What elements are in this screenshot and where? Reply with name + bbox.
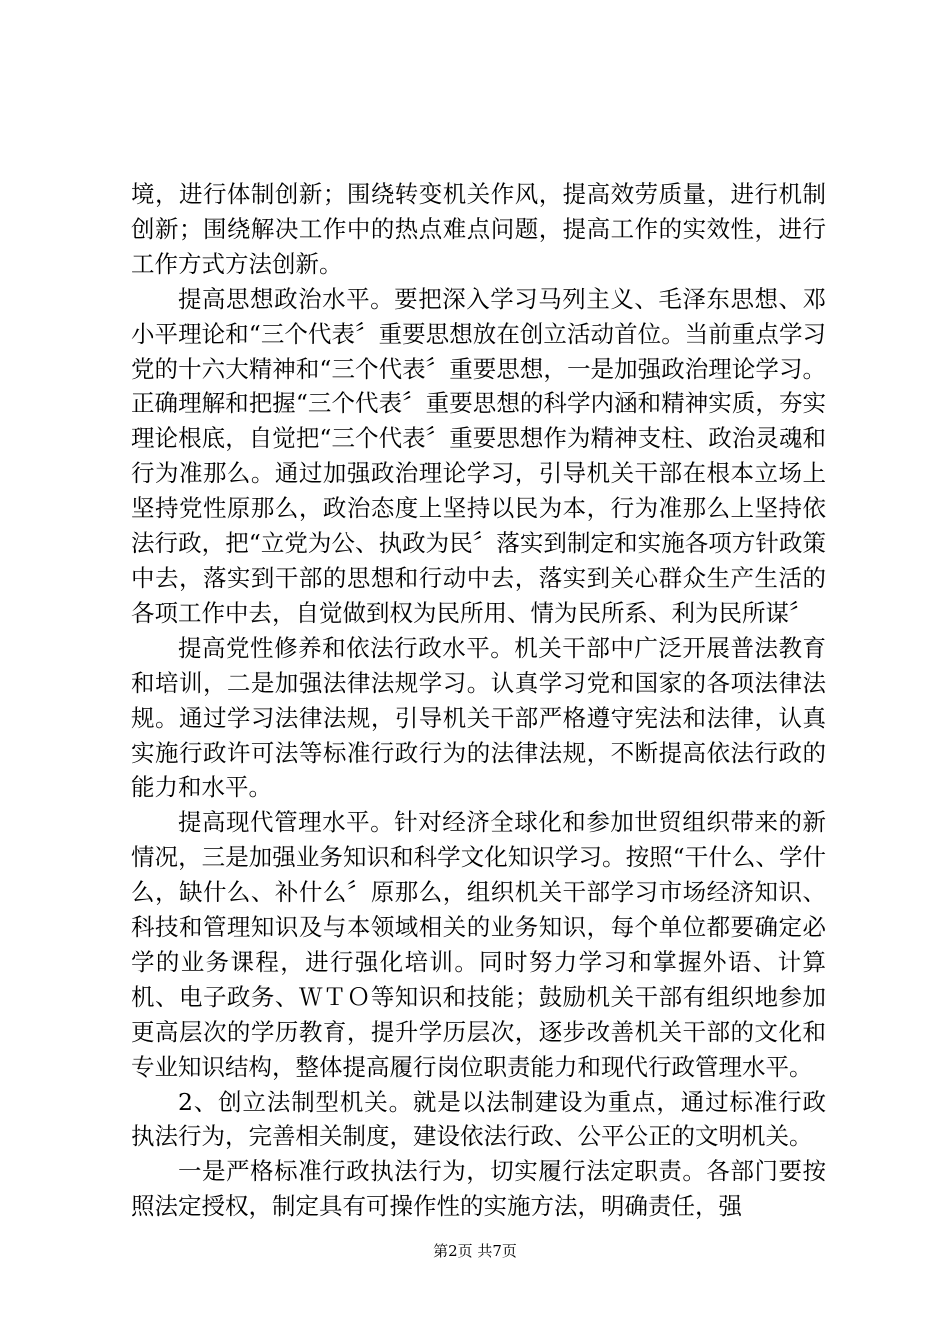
body-text xyxy=(131,177,826,1224)
paragraph-modern-management: 提高现代管理水平。针对经济全球化和参加世贸组织带来的新情况，三是加强业务知识和科学文化知识学习。按照“干什么、学什么，缺什么、补什么〞原那么，组织机关干部学习市场经济知识、科技和管理知识及与本领域相关的业务知识，每个单位都要确定必学的业务课程，进行强化培训。同时努力学习和掌握外语、计算机、电子政务、ＷＴＯ等知识和技能；鼓励机关干部有组织地参加更高层次的学历教育，提升学历层次，逐步改善机关干部的文化和专业知识结构，整体提高履行岗位职责能力和现代行政管理水平。 xyxy=(131,808,826,1081)
paragraph-party-spirit: 提高党性修养和依法行政水平。机关干部中广泛开展普法教育和培训，二是加强法律法规学习。认真学习党和国家的各项法律法规。通过学习法律法规，引导机关干部严格遵守宪法和法律，认真实施行政许可法等标准行政行为的法律法规，不断提高依法行政的能力和水平。 xyxy=(131,633,826,802)
paragraph-legal-organ: 2、创立法制型机关。就是以法制建设为重点，通过标准行政执法行为，完善相关制度，建设依法行政、公平公正的文明机关。 xyxy=(131,1087,826,1151)
page-number-footer: 第2页 共7页 xyxy=(433,1242,517,1260)
paragraph-law-enforcement: 一是严格标准行政执法行为，切实履行法定职责。各部门要按照法定授权，制定具有可操作性的实施方法，明确责任，强 xyxy=(131,1157,826,1221)
paragraph-continuation: 境，进行体制创新；围绕转变机关作风，提高效劳质量，进行机制创新；围绕解决工作中的热点难点问题，提高工作的实效性，进行工作方式方法创新。 xyxy=(131,180,826,278)
paragraph-political-level: 提高思想政治水平。要把深入学习马列主义、毛泽东思想、邓小平理论和“三个代表〞重要思想放在创立活动首位。当前重点学习党的十六大精神和“三个代表〞重要思想，一是加强政治理论学习。正确理解和把握“三个代表〞重要思想的科学内涵和精神实质，夯实理论根底，自觉把“三个代表〞重要思想作为精神支柱、政治灵魂和行为准那么。通过加强政治理论学习，引导机关干部在根本立场上坚持党性原那么，政治态度上坚持以民为本，行为准那么上坚持依法行政，把“立党为公、执政为民〞落实到制定和实施各项方针政策中去，落实到干部的思想和行动中去，落实到关心群众生产生活的各项工作中去，自觉做到权为民所用、情为民所系、利为民所谋〞 xyxy=(131,284,826,627)
